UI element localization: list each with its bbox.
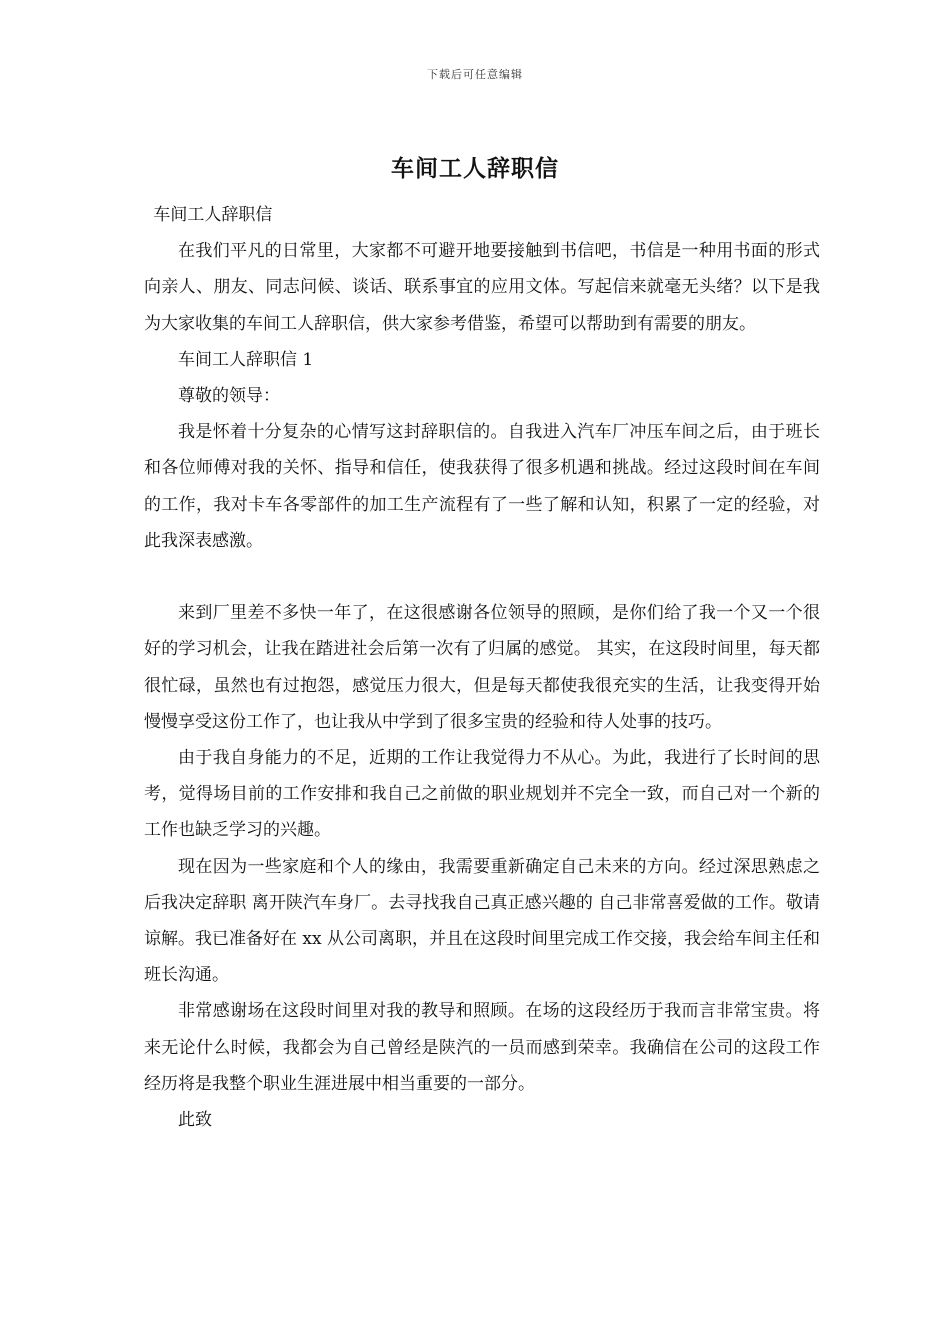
intro-paragraph: 在我们平凡的日常里，大家都不可避开地要接触到书信吧，书信是一种用书面的形式向亲人、朋友、同志问候、谈话、联系事宜的应用文体。写起信来就毫无头绪？以下是我为大家收集的车间工人辞职信，供大家参考借鉴，希望可以帮助到有需要的朋友。	[144, 241, 820, 334]
body-paragraph: 我是怀着十分复杂的心情写这封辞职信的。自我进入汽车厂冲压车间之后，由于班长和各位师傅对我的关怀、指导和信任，使我获得了很多机遇和挑战。经过这段时间在车间的工作，我对卡车各零部件的加工生产流程有了一些了解和认知，积累了一定的经验，对此我深表感激。	[144, 422, 820, 551]
body-paragraph: 非常感谢场在这段时间里对我的教导和照顾。在场的这段经历于我而言非常宝贵。将来无论什么时候，我都会为自己曾经是陕汽的一员而感到荣幸。我确信在公司的这段工作经历将是我整个职业生涯进展中相当重要的一部分。	[144, 1001, 820, 1094]
document-title: 车间工人辞职信	[391, 155, 559, 182]
body-paragraph: 来到厂里差不多快一年了，在这很感谢各位领导的照顾，是你们给了我一个又一个很好的学习机会，让我在踏进社会后第一次有了归属的感觉。 其实，在这段时间里，每天都很忙碌，虽然也有过抱怨，感觉压力很大，但是每天都使我很充实的生活，让我变得开始慢慢享受这份工作了，也让我从中学到了很多宝贵的经验和待人处事的技巧。	[144, 603, 820, 732]
header-note: 下载后可任意编辑	[427, 68, 523, 81]
body-paragraph: 现在因为一些家庭和个人的缘由，我需要重新确定自己未来的方向。经过深思熟虑之后我决定辞职 离开陕汽车身厂。去寻找我自己真正感兴趣的 自己非常喜爱做的工作。敬请谅解。我已准备好在 xx 从公司离职，并且在这段时间里完成工作交接，我会给车间主任和班长沟通。	[144, 856, 820, 986]
closing: 此致	[178, 1110, 212, 1131]
body-paragraph: 由于我自身能力的不足，近期的工作让我觉得力不从心。为此，我进行了长时间的思考，觉得场目前的工作安排和我自己之前做的职业规划并不完全一致，而自己对一个新的工作也缺乏学习的兴趣。	[144, 748, 820, 841]
blank-line	[144, 559, 820, 595]
salutation: 尊敬的领导：	[178, 386, 280, 407]
letter-heading: 车间工人辞职信 1	[178, 349, 314, 370]
document-subtitle: 车间工人辞职信	[153, 205, 273, 225]
document-body	[144, 197, 820, 1138]
